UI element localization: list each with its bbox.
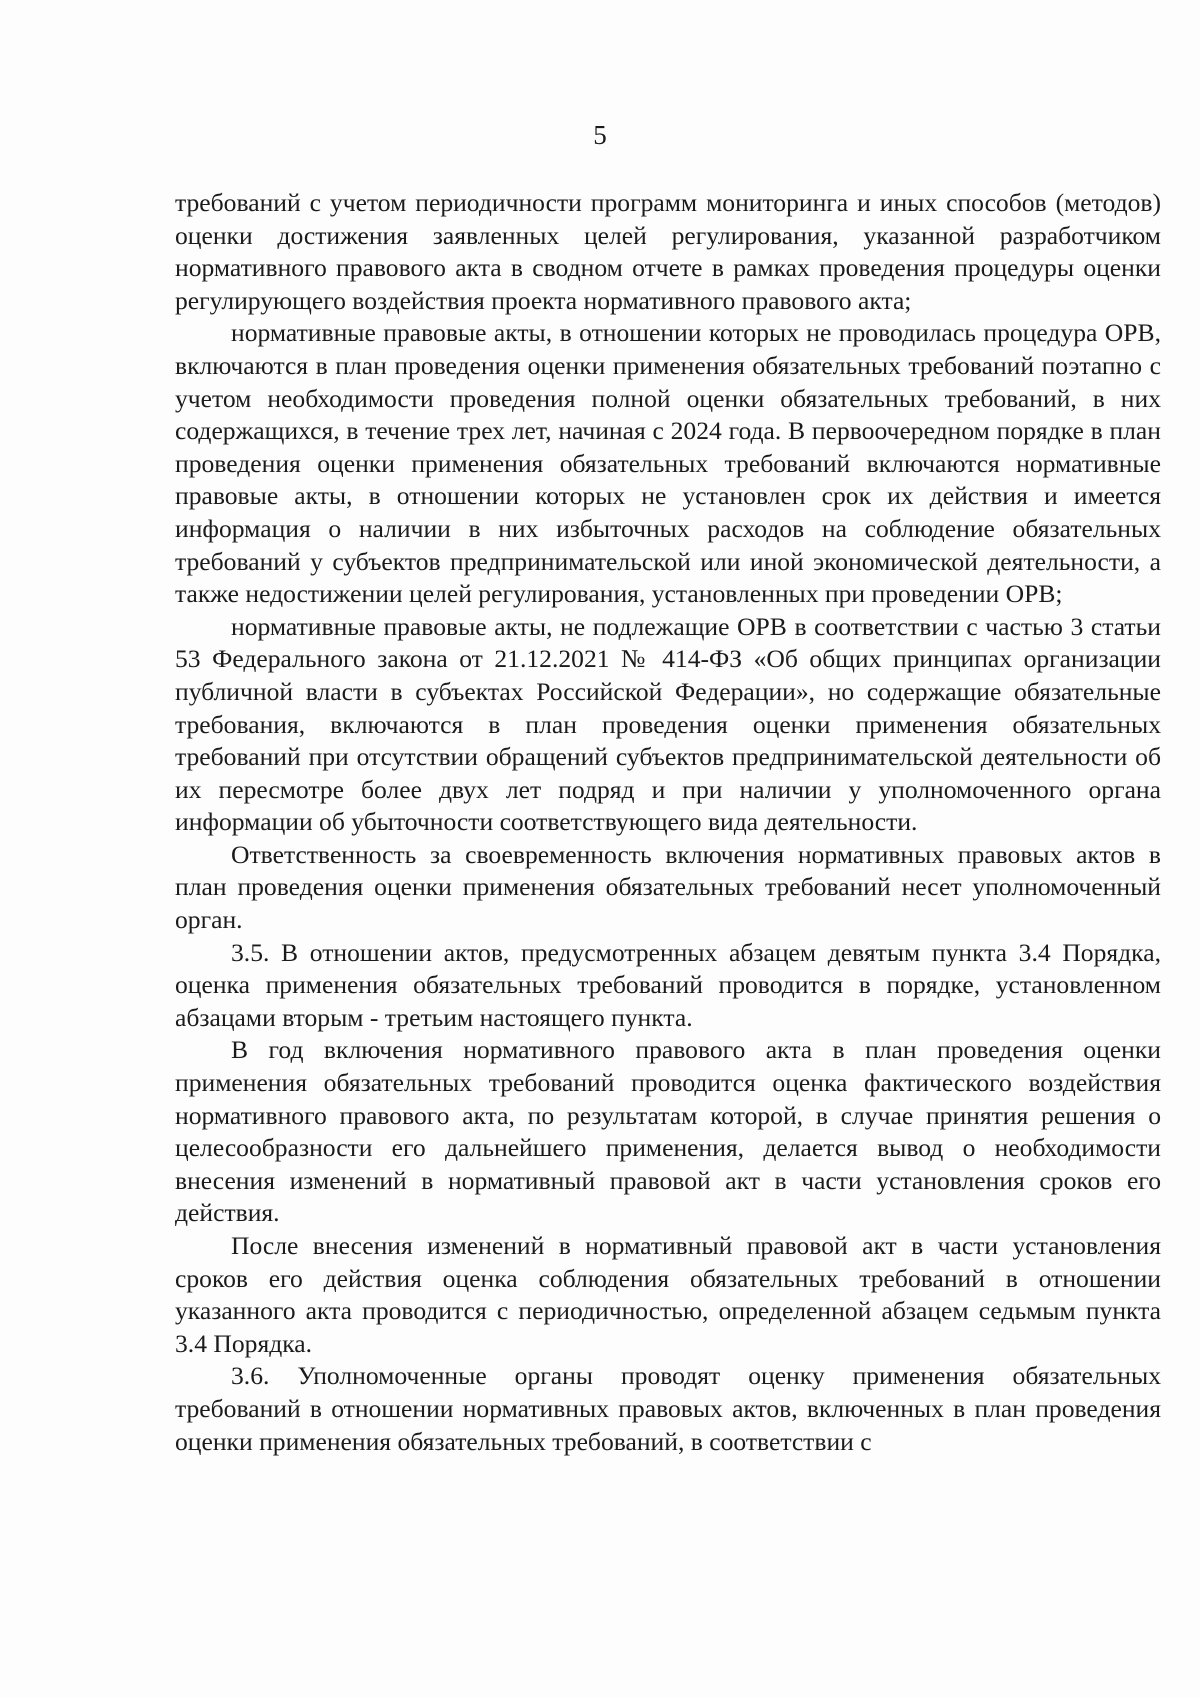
paragraph: После внесения изменений в нормативный правовой акт в части установления сроков его действия оценка соблюдения обязательных требований в отношении указанного акта проводится с периодичностью, определенной абзацем седьмым пункта 3.4 Порядка.: [175, 1231, 1161, 1358]
paragraph: 3.5. В отношении актов, предусмотренных абзацем девятым пункта 3.4 Порядка, оценка применения обязательных требований проводится в порядке, установленном абзацами вторым - третьим настоящего пункта.: [175, 937, 1161, 1032]
paragraph: В год включения нормативного правового акта в план проведения оценки применения обязательных требований проводится оценка фактического воздействия нормативного правового акта, по результатам которой, в случае принятия решения о целесообразности его дальнейшего применения, делается вывод о необходимости внесения изменений в нормативный правовой акт в части установления сроков его действия.: [175, 1035, 1161, 1228]
paragraph: нормативные правовые акты, в отношении которых не проводилась процедура ОРВ, включаются в план проведения оценки применения обязательных требований поэтапно с учетом необходимости проведения полной оценки обязательных требований, в них содержащихся, в течение трех лет, начиная с 2024 года. В первоочередном порядке в план проведения оценки применения обязательных требований включаются нормативные правовые акты, в отношении которых не установлен срок их действия и имеется информация о наличии в них избыточных расходов на соблюдение обязательных требований у субъектов предпринимательской или иной экономической деятельности, а также недостижении целей регулирования, установленных при проведении ОРВ;: [175, 318, 1161, 609]
document-body: [175, 187, 1161, 1458]
paragraph: требований с учетом периодичности программ мониторинга и иных способов (методов) оценки достижения заявленных целей регулирования, указанной разработчиком нормативного правового акта в сводном отчете в рамках проведения процедуры оценки регулирующего воздействия проекта нормативного правового акта;: [175, 188, 1161, 315]
paragraph: 3.6. Уполномоченные органы проводят оценку применения обязательных требований в отношении нормативных правовых актов, включенных в план проведения оценки применения обязательных требований, в соответствии с: [175, 1361, 1161, 1456]
page-number: 5: [593, 120, 607, 150]
paragraph: Ответственность за своевременность включения нормативных правовых актов в план проведения оценки применения обязательных требований несет уполномоченный орган.: [175, 839, 1161, 935]
paragraph: нормативные правовые акты, не подлежащие ОРВ в соответствии с частью 3 статьи 53 Федерального закона от 21.12.2021 № 414-ФЗ «Об общих принципах организации публичной власти в субъектах Российской Федерации», но содержащие обязательные требования, включаются в план проведения оценки применения обязательных требований при отсутствии обращений субъектов предпринимательской деятельности об их пересмотре более двух лет подряд и при наличии у уполномоченного органа информации об убыточности соответствующего вида деятельности.: [175, 611, 1161, 837]
